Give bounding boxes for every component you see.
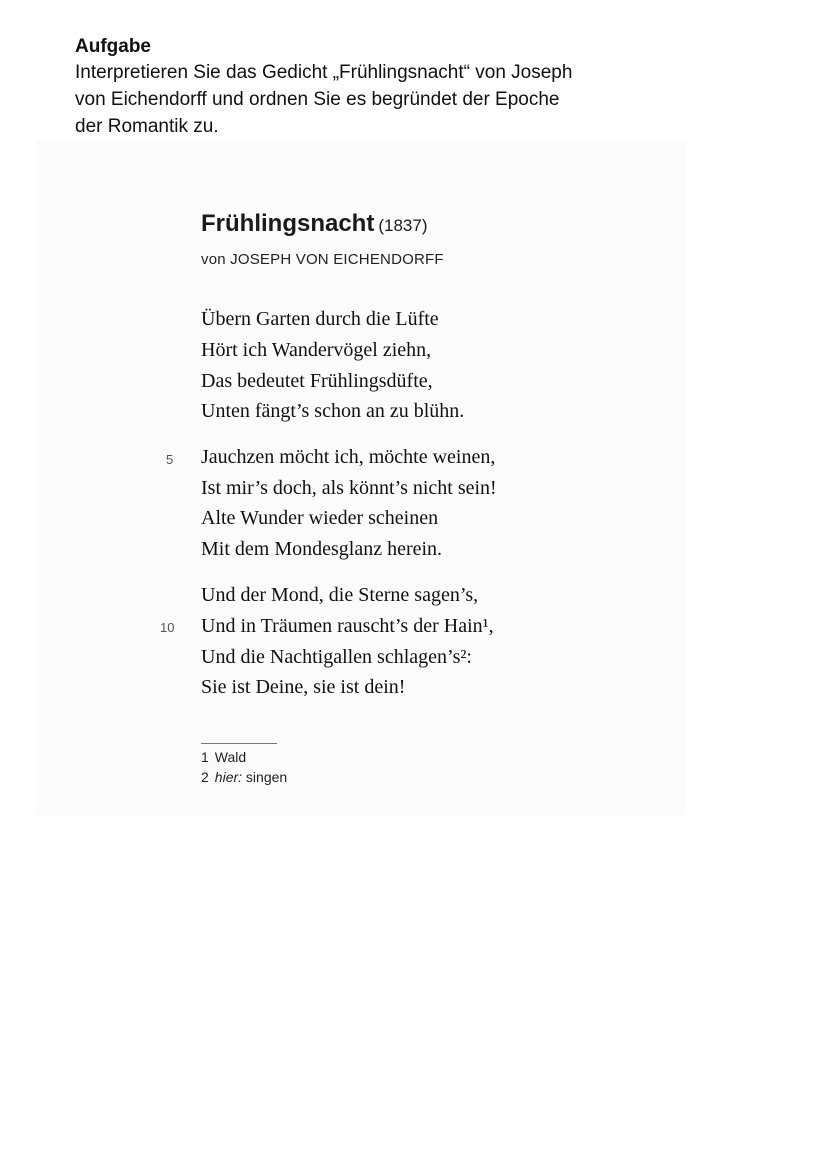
footnote-prefix: hier: bbox=[214, 769, 243, 785]
verse-line: Das bedeutet Frühlingsdüfte, bbox=[201, 370, 433, 392]
task-section bbox=[75, 34, 675, 140]
verse-line: Und der Mond, die Sterne sagen’s, bbox=[201, 584, 479, 606]
line-number: 10 bbox=[160, 620, 175, 635]
poem-author: von JOSEPH VON EICHENDORFF bbox=[201, 251, 444, 268]
verse-line: Hört ich Wandervögel ziehn, bbox=[201, 339, 432, 361]
footnote-text: singen bbox=[242, 769, 288, 785]
footnote bbox=[201, 769, 287, 785]
task-line: Interpretieren Sie das Gedicht „Frühlingsnacht“ von Joseph bbox=[75, 62, 573, 83]
poem-year: (1837) bbox=[378, 216, 428, 235]
task-line: der Romantik zu. bbox=[75, 116, 219, 137]
task-line: von Eichendorff und ordnen Sie es begründet der Epoche bbox=[75, 89, 560, 110]
footnote-number: 1 bbox=[201, 749, 209, 765]
footnote bbox=[201, 749, 246, 765]
poem-title-text: Frühlingsnacht bbox=[201, 210, 375, 237]
verse-line: Alte Wunder wieder scheinen bbox=[201, 507, 439, 529]
footnote-text: Wald bbox=[214, 749, 247, 765]
verse-line: Jauchzen möcht ich, möchte weinen, bbox=[201, 446, 496, 468]
line-number: 5 bbox=[166, 452, 174, 467]
verse-line: Ist mir’s doch, als könnt’s nicht sein! bbox=[201, 477, 497, 499]
verse-line: Unten fängt’s schon an zu blühn. bbox=[201, 400, 465, 422]
verse-line: Übern Garten durch die Lüfte bbox=[201, 308, 439, 330]
verse-line: Und die Nachtigallen schlagen’s²: bbox=[201, 646, 472, 668]
footnote-number: 2 bbox=[201, 769, 209, 785]
task-title: Aufgabe bbox=[75, 36, 151, 57]
poem-page bbox=[36, 140, 686, 815]
verse-line: Und in Träumen rauscht’s der Hain¹, bbox=[201, 615, 494, 637]
verse-line: Sie ist Deine, sie ist dein! bbox=[201, 676, 406, 698]
verse-line: Mit dem Mondesglanz herein. bbox=[201, 538, 443, 560]
footnote-divider bbox=[201, 743, 277, 744]
poem-title bbox=[201, 210, 427, 238]
